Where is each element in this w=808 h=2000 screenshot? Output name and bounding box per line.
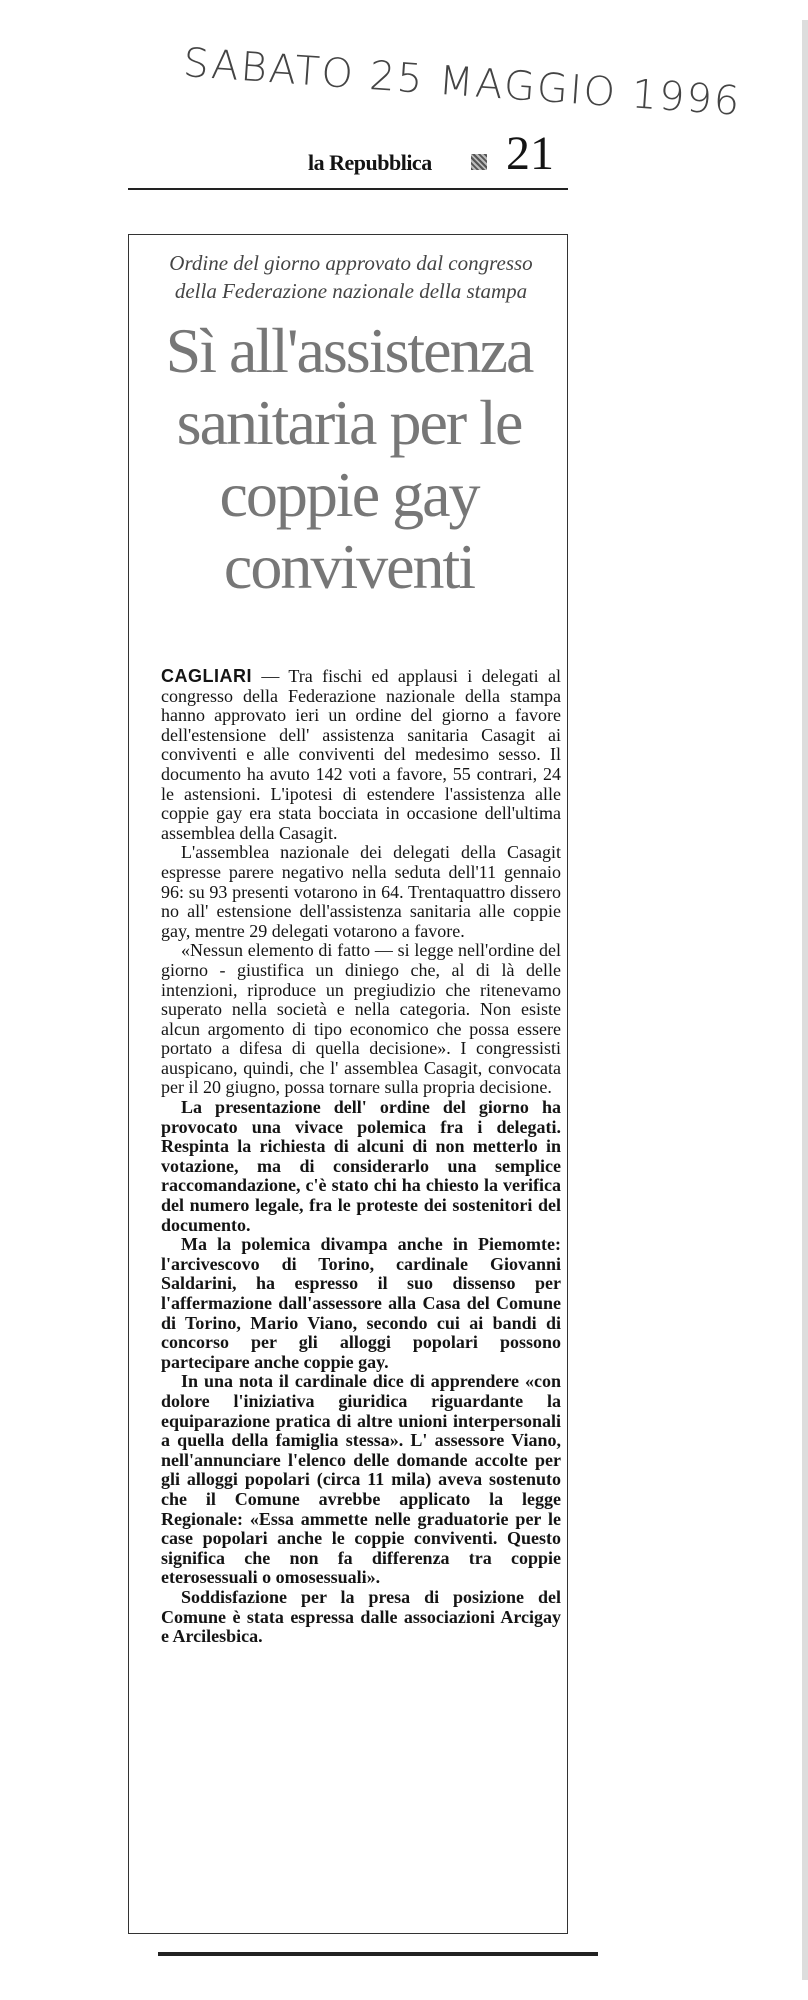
article-clipping bbox=[128, 234, 568, 1934]
article-body bbox=[161, 667, 561, 1647]
paragraph-text: — Tra fischi ed applausi i delegati al congresso della Federazione nazionale della stampa hanno approvato ieri un ordine del giorno a favore dell'estensione dell' assistenza sanitaria Casagit ai conviventi e alle conviventi del medesimo sesso. Il documento ha avuto 142 voti a favore, 55 contrari, 24 le astensioni. L'ipotesi di estendere l'assistenza alle coppie gay era stata bocciata in occasione dell'ultima assemblea della Casagit. bbox=[161, 666, 561, 843]
article-paragraph: Soddisfazione per la presa di posizione del Comune è stata espressa dalle associazioni Arcigay e Arcilesbica. bbox=[161, 1586, 561, 1647]
article-paragraph: L'assemblea nazionale dei delegati della Casagit espresse parere negativo nella seduta dell'11 gennaio 96: su 93 presenti votarono in 64. Trentaquattro dissero no all' estensione dell'assistenza sanitaria alle coppie gay, mentre 29 delegati votarono a favore. bbox=[161, 842, 561, 941]
masthead-square-icon bbox=[471, 154, 487, 170]
article-paragraph: Ma la polemica divampa anche in Piemomte: l'arcivescovo di Torino, cardinale Giovanni Saldarini, ha espresso il suo dissenso per l'affermazione dall'assessore alla Casa del Comune di Torino, Mario Viano, secondo cui ai bandi di concorso per gli alloggi popolari possono partecipare anche coppie gay. bbox=[161, 1234, 561, 1372]
article-paragraph: La presentazione dell' ordine del giorno ha provocato una vivace polemica fra i delegati. Respinta la richiesta di alcuni di non metterlo in votazione, ma di considerarlo una semplice raccomandazione, c'è stato chi ha chiesto la verifica del numero legale, fra le proteste dei sostenitori del documento. bbox=[161, 1097, 561, 1235]
article-headline: Sì all'assistenza sanitaria per le coppie gay conviventi bbox=[165, 315, 533, 602]
scan-edge bbox=[802, 20, 808, 1980]
article-dateline: CAGLIARI bbox=[161, 666, 252, 686]
article-paragraph: «Nessun elemento di fatto — si legge nell'ordine del giorno - giustifica un diniego che, al di là delle intenzioni, riproduce un pregiudizio che ritenevamo superato nella società e nella categoria. Non esiste alcun argomento di tipo economico che possa essere portato a difesa di quella decisione». I congressisti auspicano, quindi, che l' assemblea Casagit, convocata per il 20 giugno, possa tornare sulla propria decisione. bbox=[161, 940, 561, 1098]
bottom-rule bbox=[158, 1952, 598, 1956]
article-paragraph bbox=[161, 667, 561, 843]
handwritten-date: SABATO 25 MAGGIO 1996 bbox=[181, 40, 743, 125]
article-paragraph: In una nota il cardinale dice di apprendere «con dolore l'iniziativa giuridica riguardante la equiparazione pratica di altre unioni interpersonali a quella della famiglia stessa». L' assessore Viano, nell'annunciare l'elenco delle domande accolte per gli alloggi popolari (circa 11 mila) aveva sostenuto che il Comune avrebbe applicato la legge Regionale: «Essa ammette nelle graduatorie per le case popolari anche le coppie conviventi. Questo significa che non fa differenza tra coppie eterosessuali o omosessuali». bbox=[161, 1371, 561, 1588]
newspaper-name: la Repubblica bbox=[308, 150, 432, 175]
newspaper-masthead bbox=[128, 128, 568, 190]
page-number: 21 bbox=[506, 127, 554, 180]
article-kicker: Ordine del giorno approvato dal congresso della Federazione nazionale della stampa bbox=[169, 251, 533, 303]
